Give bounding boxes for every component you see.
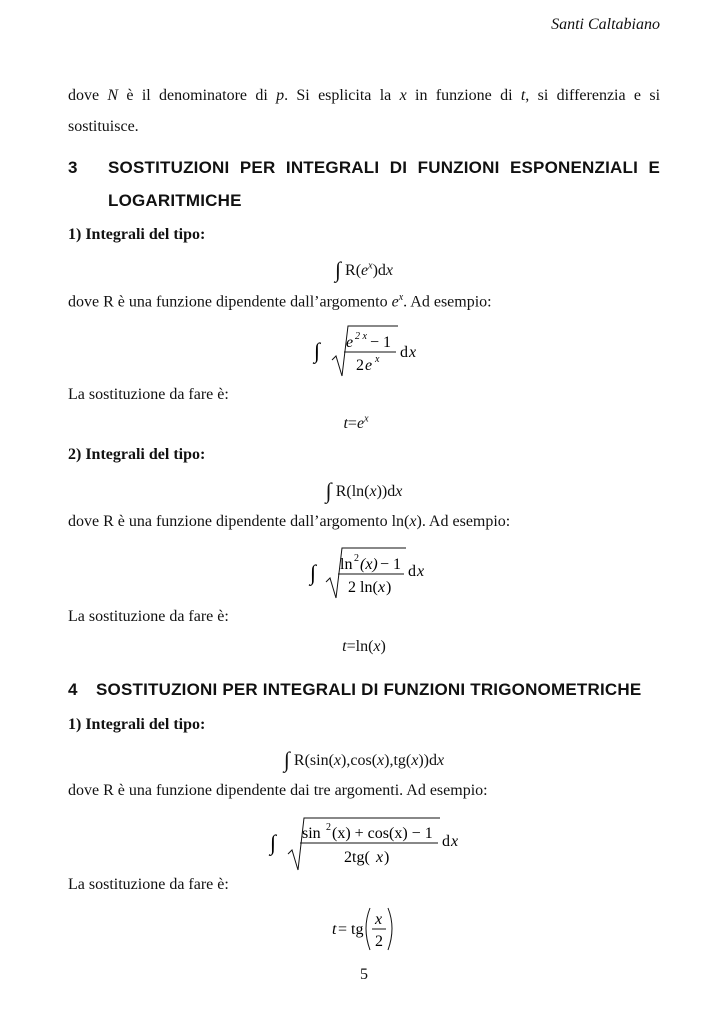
svg-text:e: e [346,334,354,351]
svg-text:2: 2 [326,822,331,833]
integral-sign: ∫ [314,338,321,363]
substitution-ln: t=ln(x) [342,638,386,655]
left-paren [366,908,370,950]
integral-sign: ∫ [270,830,277,855]
formula-exp-general: ∫ $R(e^x)dx$ [334,257,394,282]
integral-sign: ∫ [283,747,290,772]
section-3-case-1-description: dove R è una funzione dipendente dall’argomento $e^x$. Ad esempio: [68,292,492,311]
svg-text:sin: sin [302,825,321,842]
svg-text:2: 2 [356,357,364,374]
svg-text:x: x [375,911,383,928]
svg-text:= tg: = tg [338,921,364,938]
svg-text:x: x [378,579,386,596]
svg-text:d: d [442,833,450,850]
svg-text:): ) [386,579,392,596]
svg-text:x: x [376,849,384,866]
formula-ln-general: ∫ R(ln(x))dx [325,478,403,503]
svg-text:(x): (x) [360,556,378,573]
integral-sign: ∫ [334,257,342,282]
section-3-case-2-heading: 2) Integrali del tipo: [68,446,206,463]
svg-text:− 1: − 1 [380,556,402,573]
section-3-case-2-subst-label: La sostituzione da fare è: [68,608,229,625]
svg-text:x: x [451,833,459,850]
section-3-case-1-heading: 1) Integrali del tipo: [68,226,206,243]
svg-text:ln: ln [340,556,353,573]
svg-text:d: d [408,563,416,580]
section-4-case-1-description: dove R è una funzione dipendente dai tre argomenti. Ad esempio: [68,782,488,799]
section-4-title: SOSTITUZIONI PER INTEGRALI DI FUNZIONI TRIGONOMETRICHE [96,680,642,699]
substitution-exp: $t=e^x$ [343,414,369,433]
running-header-author: Santi Caltabiano [551,16,660,33]
svg-text:2: 2 [375,933,383,950]
example-formula-exp [300,318,440,380]
svg-text:d: d [400,344,408,361]
svg-text:e: e [365,357,373,374]
section-4-case-1-heading: 1) Integrali del tipo: [68,716,206,733]
formula-trig-general: ∫ R(sin(x),cos(x),tg(x))dx [283,747,445,772]
section-3-title-line-2: LOGARITMICHE [108,191,242,210]
substitution-trig [328,902,408,956]
page-number: 5 [360,966,368,983]
section-3-number: 3 [68,158,78,177]
section-3-case-1-subst-label: La sostituzione da fare è: [68,386,229,403]
example-formula-trig [262,810,472,874]
section-3-title-line-1: SOSTITUZIONI PER INTEGRALI DI FUNZIONI ESPONENZIALI E [108,158,660,177]
section-4-number: 4 [68,680,78,699]
integral-sign: ∫ [325,478,332,503]
svg-text:2tg(: 2tg( [344,849,370,866]
svg-text:2 x: 2 x [355,331,367,342]
integral-sign: ∫ [310,560,317,585]
svg-text:(x) + cos(x) − 1: (x) + cos(x) − 1 [332,825,433,842]
svg-text:x: x [417,563,425,580]
svg-text:− 1: − 1 [370,334,392,351]
svg-text:2 ln(: 2 ln( [348,579,378,596]
example-formula-ln [296,540,446,602]
svg-text:): ) [384,849,390,866]
svg-text:x: x [409,344,417,361]
section-3-case-2-description: dove R è una funzione dipendente dall’argomento ln(x). Ad esempio: [68,513,511,530]
svg-text:t: t [332,921,337,938]
svg-text:x: x [375,354,380,365]
svg-text:2: 2 [354,553,359,564]
section-4-case-1-subst-label: La sostituzione da fare è: [68,876,229,893]
right-paren [388,908,392,950]
intro-line-2: sostituisce. [68,118,139,135]
intro-line-1: dove N è il denominatore di p. Si esplicita la x in funzione di t, si differenzia e si [68,87,661,104]
intro-paragraph [68,80,660,142]
